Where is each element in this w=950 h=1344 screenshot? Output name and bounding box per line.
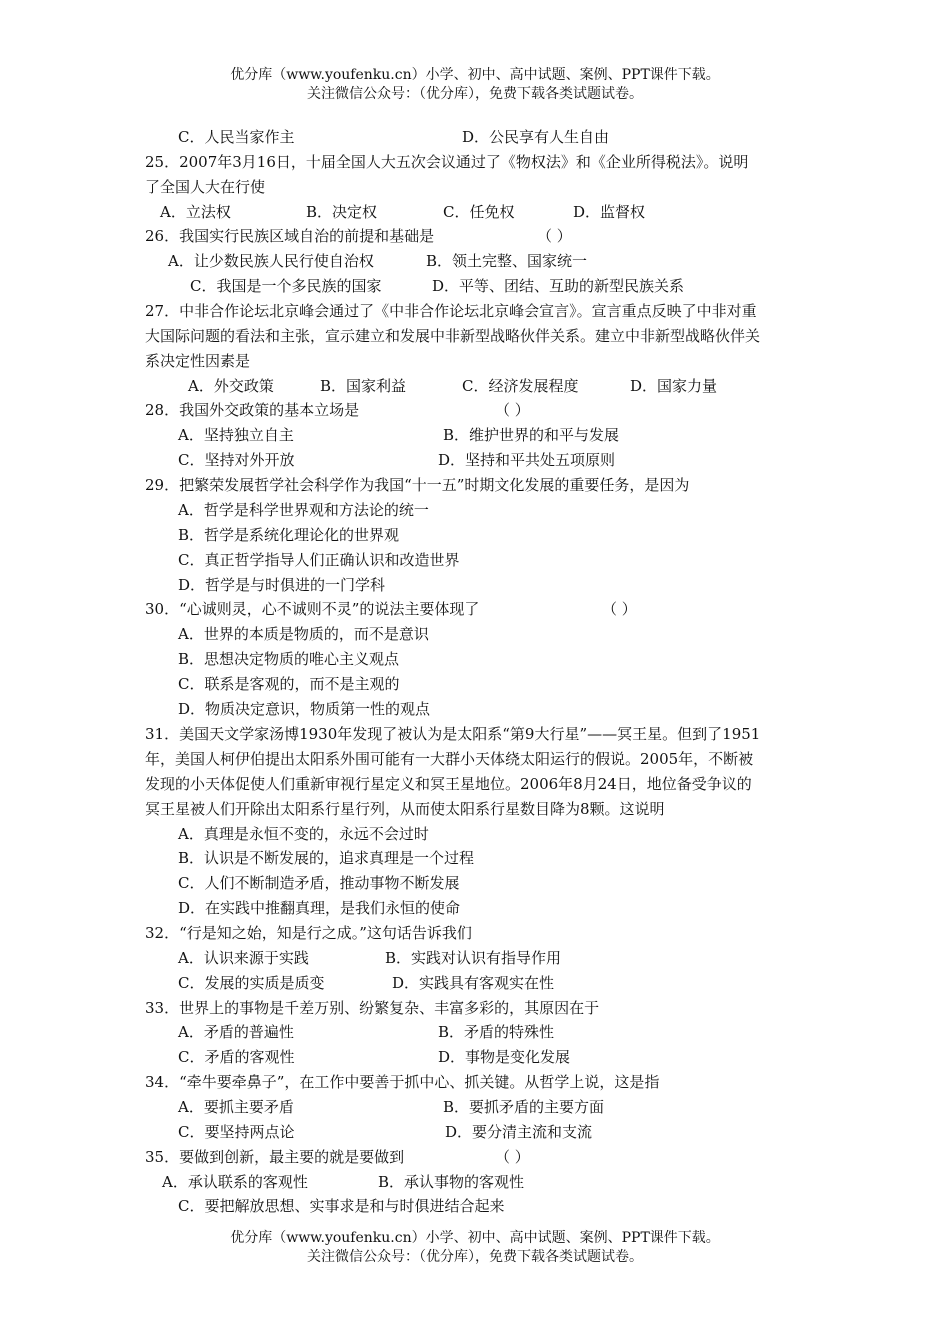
- text-segment: B．领土完整、国家统一: [426, 252, 588, 270]
- text-line: 发现的小天体促使人们重新审视行星定义和冥王星地位。2006年8月24日，地位备受争议的: [145, 775, 752, 793]
- text-line: 了全国人大在行使: [145, 178, 266, 196]
- text-segment: D．公民享有人生自由: [462, 128, 610, 146]
- text-line: 32．“行是知之始，知是行之成。”这句话告诉我们: [145, 924, 472, 942]
- text-line: C．人们不断制造矛盾，推动事物不断发展: [178, 874, 460, 892]
- text-line: 大国际问题的看法和主张，宣示建立和发展中非新型战略伙伴关系。建立中非新型战略伙伴关: [145, 327, 761, 345]
- text-segment: A．矛盾的普遍性: [178, 1023, 294, 1041]
- text-segment: 35．要做到创新，最主要的就是要做到: [145, 1148, 405, 1166]
- text-segment: C．人民当家作主: [178, 128, 295, 146]
- text-line: B．思想决定物质的唯心主义观点: [178, 650, 400, 668]
- text-line: 年，美国人柯伊伯提出太阳系外围可能有一大群小天体绕太阳运行的假说。2005年，不断被: [145, 750, 754, 768]
- text-line: 33．世界上的事物是千差万别、纷繁复杂、丰富多彩的，其原因在于: [145, 999, 600, 1017]
- text-line: 冥王星被人们开除出太阳系行星行列，从而使太阳系行星数目降为8颗。这说明: [145, 800, 665, 818]
- footer-line-1: 优分库（www.youfenku.cn）小学、初中、高中试题、案例、PPT课件下载。: [230, 1230, 720, 1246]
- text-segment: （ ）: [495, 1148, 530, 1166]
- text-segment: B．维护世界的和平与发展: [443, 426, 620, 444]
- text-line: 25．2007年3月16日，十届全国人大五次会议通过了《物权法》和《企业所得税法》。说明: [145, 153, 749, 171]
- text-line: D．物质决定意识，物质第一性的观点: [178, 700, 431, 718]
- text-segment: 30．“心诚则灵，心不诚则不灵”的说法主要体现了: [145, 600, 480, 618]
- text-line: A．世界的本质是物质的，而不是意识: [178, 625, 429, 643]
- text-segment: C．矛盾的客观性: [178, 1048, 295, 1066]
- text-segment: A．外交政策: [188, 377, 274, 395]
- text-segment: B．要抓矛盾的主要方面: [443, 1098, 605, 1116]
- text-line: B．认识是不断发展的，追求真理是一个过程: [178, 849, 475, 867]
- text-segment: 26．我国实行民族区域自治的前提和基础是: [145, 227, 435, 245]
- text-segment: D．实践具有客观实在性: [392, 974, 555, 992]
- text-line: 34．“牵牛要牵鼻子”，在工作中要善于抓中心、抓关键。从哲学上说，这是指: [145, 1073, 660, 1091]
- text-line: D．哲学是与时俱进的一门学科: [178, 576, 386, 594]
- text-line: 31．美国天文学家汤博1930年发现了被认为是太阳系“第9大行星”——冥王星。但到了1951: [145, 725, 761, 743]
- text-segment: D．监督权: [573, 203, 646, 221]
- text-line: 27．中非合作论坛北京峰会通过了《中非合作论坛北京峰会宣言》。宣言重点反映了中非对重: [145, 302, 757, 320]
- text-segment: B．国家利益: [320, 377, 407, 395]
- text-segment: D．国家力量: [630, 377, 718, 395]
- text-segment: 28．我国外交政策的基本立场是: [145, 401, 360, 419]
- text-segment: C．要坚持两点论: [178, 1123, 295, 1141]
- text-line: C．真正哲学指导人们正确认识和改造世界: [178, 551, 460, 569]
- text-line: A．真理是永恒不变的，永远不会过时: [178, 825, 429, 843]
- text-segment: （ ）: [495, 401, 530, 419]
- text-segment: A．承认联系的客观性: [162, 1173, 308, 1191]
- text-segment: B．承认事物的客观性: [378, 1173, 525, 1191]
- text-line: B．哲学是系统化理论化的世界观: [178, 526, 400, 544]
- text-segment: A．认识来源于实践: [178, 949, 309, 967]
- text-segment: D．要分清主流和支流: [445, 1123, 593, 1141]
- text-line: 29．把繁荣发展哲学社会科学作为我国“十一五”时期文化发展的重要任务，是因为: [145, 476, 690, 494]
- text-segment: A．坚持独立自主: [178, 426, 294, 444]
- text-line: D．在实践中推翻真理，是我们永恒的使命: [178, 899, 461, 917]
- text-segment: A．立法权: [160, 203, 231, 221]
- header-line-1: 优分库（www.youfenku.cn）小学、初中、高中试题、案例、PPT课件下载。: [230, 67, 720, 83]
- text-segment: B．决定权: [306, 203, 378, 221]
- text-line: 系决定性因素是: [145, 352, 251, 370]
- text-segment: B．矛盾的特殊性: [438, 1023, 555, 1041]
- text-segment: D．坚持和平共处五项原则: [438, 451, 616, 469]
- text-segment: B．实践对认识有指导作用: [385, 949, 562, 967]
- footer-line-2: 关注微信公众号：（优分库），免费下载各类试题试卷。: [307, 1249, 643, 1265]
- text-segment: C．我国是一个多民族的国家: [190, 277, 382, 295]
- text-line: A．哲学是科学世界观和方法论的统一: [178, 501, 429, 519]
- text-segment: C．坚持对外开放: [178, 451, 295, 469]
- text-segment: （ ）: [602, 600, 637, 618]
- text-segment: D．平等、团结、互助的新型民族关系: [432, 277, 685, 295]
- text-line: C．联系是客观的，而不是主观的: [178, 675, 400, 693]
- text-segment: C．经济发展程度: [462, 377, 579, 395]
- header-line-2: 关注微信公众号：（优分库），免费下载各类试题试卷。: [307, 86, 643, 102]
- text-segment: （ ）: [537, 227, 572, 245]
- text-segment: A．要抓主要矛盾: [178, 1098, 294, 1116]
- text-segment: A．让少数民族人民行使自治权: [168, 252, 374, 270]
- text-segment: C．发展的实质是质变: [178, 974, 325, 992]
- page-footer: [0, 1229, 950, 1267]
- page-header: [0, 66, 950, 104]
- text-line: C．要把解放思想、实事求是和与时俱进结合起来: [178, 1197, 505, 1215]
- text-segment: D．事物是变化发展: [438, 1048, 571, 1066]
- text-segment: C．任免权: [443, 203, 515, 221]
